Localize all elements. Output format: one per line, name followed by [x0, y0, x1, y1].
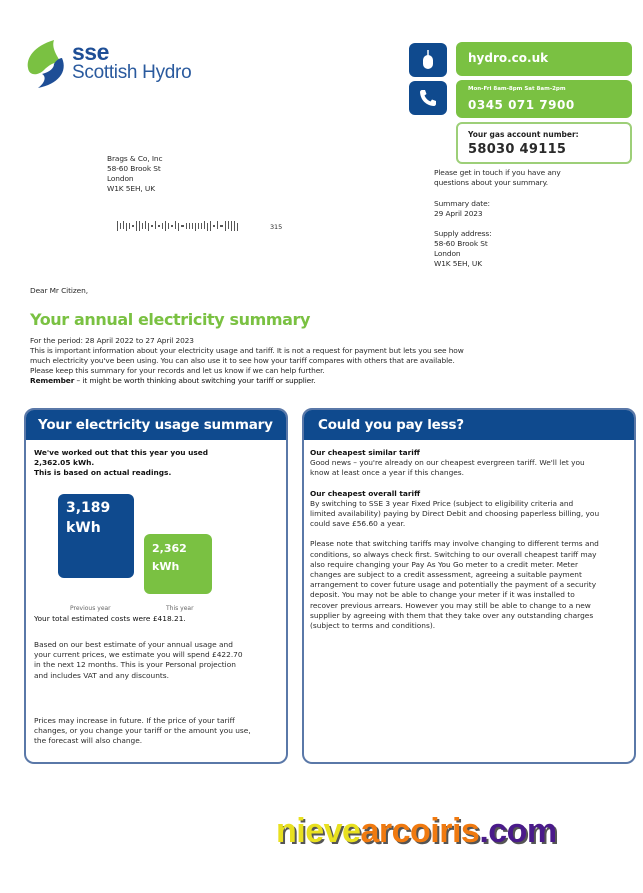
previous-year-unit: kWh [66, 520, 101, 536]
side-info [434, 168, 594, 269]
this-year-label: This year [166, 605, 194, 612]
watermark-part2: arcoiris [360, 812, 480, 850]
used-text: We've worked out that this year you used [34, 448, 209, 457]
intro-line: This is important information about your electricity usage and tariff. It is not a request for payment but lets you see how [30, 346, 464, 355]
used-amount: 2,362.05 kWh. [34, 458, 95, 468]
remember-text: – it might be worth thinking about switching your tariff or supplier. [74, 376, 316, 385]
supply-address-line: W1K 5EH, UK [434, 259, 482, 268]
phone-icon-box [409, 81, 447, 115]
previous-year-bar [58, 494, 134, 578]
account-number-box [456, 122, 632, 164]
get-in-touch-text: Please get in touch if you have any questions about your summary. [434, 168, 561, 187]
period: For the period: 28 April 2022 to 27 April 2023 [30, 336, 194, 345]
website-text: hydro.co.uk [468, 51, 549, 65]
phone-number: 0345 071 7900 [468, 98, 575, 112]
opening-hours: Mon-Fri 8am-8pm Sat 8am-2pm [468, 86, 566, 92]
account-label: Your gas account number: [468, 130, 579, 139]
supply-address-label: Supply address: [434, 229, 492, 238]
overall-heading-line [310, 489, 628, 499]
brand-name: Scottish Hydro [72, 62, 192, 83]
intro-line: Please keep this summary for your records and let us know if we can help further. [30, 366, 325, 375]
address-line: London [107, 174, 134, 183]
previous-year-value: 3,189 [66, 500, 111, 516]
this-year-value: 2,362 [152, 542, 187, 555]
website-link[interactable] [456, 42, 632, 76]
remember-line [30, 376, 610, 386]
similar-heading: Our cheapest similar tariff [310, 448, 420, 457]
barcode-code: 315 [270, 223, 283, 231]
usage-panel-title: Your electricity usage summary [26, 410, 286, 440]
this-year-unit: kWh [152, 560, 180, 573]
phone-icon [419, 89, 437, 107]
summary-date-label: Summary date: [434, 199, 490, 208]
estimate-text: Based on our best estimate of your annual usage and your current prices, we estimate you will spend £422.70 in the next 12 months. This is your Personal projection and includes VAT and any discounts. [34, 640, 243, 680]
pay-less-panel [302, 408, 636, 764]
previous-year-label: Previous year [70, 605, 111, 612]
supply-address-line: London [434, 249, 461, 258]
readings-line [34, 468, 278, 478]
used-amount-line [34, 458, 278, 468]
prices-text: Prices may increase in future. If the price of your tariff changes, or you change your tariff or the amount you use, the forecast will also change. [34, 716, 251, 746]
similar-text: Good news – you're already on our cheapest evergreen tariff. We'll let you know at least once a year if this changes. [310, 458, 585, 478]
web-icon-box [409, 43, 447, 77]
recipient-address [107, 154, 162, 194]
intro-line: much electricity you've been using. You can also use it to see how your tariff compares with others that are available. [30, 356, 455, 365]
address-line: Brags & Co, Inc [107, 154, 163, 163]
overall-text: By switching to SSE 3 year Fixed Price (subject to eligibility criteria and limited availability) paying by Direct Debit and choosing paperless billing, you could save £56.60 a year. [310, 498, 600, 529]
pay-less-title: Could you pay less? [304, 410, 634, 440]
address-line: W1K 5EH, UK [107, 184, 155, 193]
mouse-icon [421, 50, 435, 70]
account-number: 58030 49115 [468, 142, 567, 157]
summary-date: 29 April 2023 [434, 209, 483, 218]
page-title: Your annual electricity summary [30, 310, 311, 329]
supply-address-line: 58-60 Brook St [434, 239, 488, 248]
watermark-part3: .com [479, 812, 557, 850]
postal-barcode [117, 220, 263, 232]
switching-note: Please note that switching tariffs may involve changing to different terms and conditions, so always check first. Switching to our overall cheapest tariff may also require changing your Pay As You Go meter to a credit meter. Meter changes are subject to a credit assessment, agreeing a suitable payment arrangement to cover future usage and potentially the payment of a security deposit. You may not be able to change your meter if it was installed to recover previous arrears. However you may still be able to change to a new supplier by agreeing with them that they take over any outstanding charges (subject to terms and conditions). [310, 539, 599, 631]
this-year-bar [144, 534, 212, 594]
readings-text: This is based on actual readings. [34, 468, 172, 478]
remember-label: Remember [30, 376, 75, 385]
phone-box[interactable] [456, 80, 632, 118]
used-line [34, 448, 278, 458]
brand-short: sse [72, 39, 109, 65]
greeting: Dear Mr Citizen, [30, 286, 88, 295]
address-line: 58-60 Brook St [107, 164, 161, 173]
intro-text [30, 336, 610, 386]
similar-heading-line [310, 448, 628, 458]
total-costs: Your total estimated costs were £418.21. [34, 614, 186, 623]
sse-swirl-logo-icon [24, 38, 68, 90]
watermark-part1: nieve [276, 812, 361, 850]
overall-heading: Our cheapest overall tariff [310, 488, 421, 498]
usage-summary-panel [24, 408, 288, 764]
watermark [276, 812, 557, 851]
